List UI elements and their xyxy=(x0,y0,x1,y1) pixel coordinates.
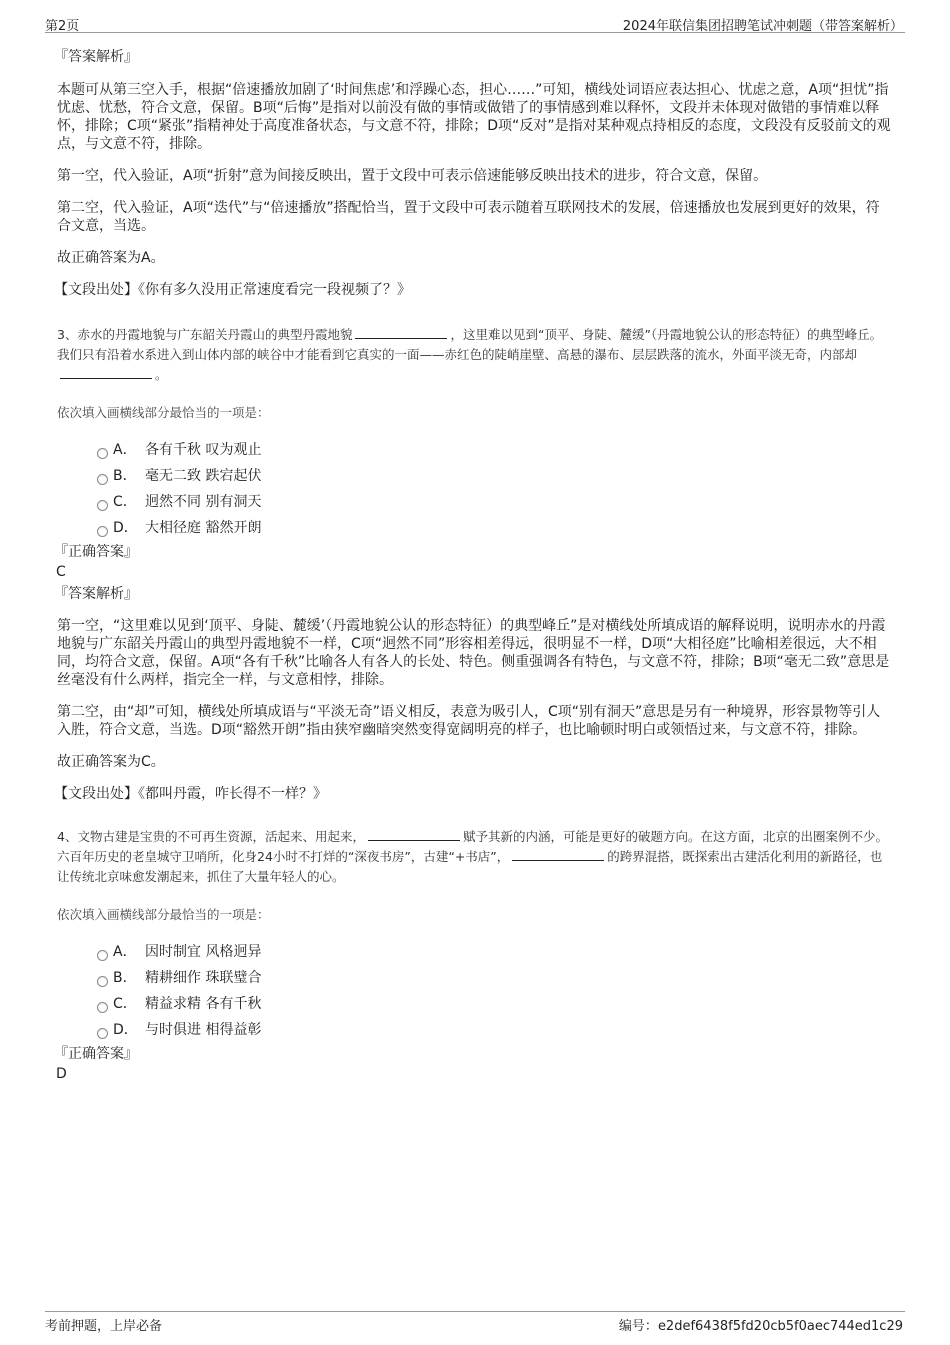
source-title: 《你有多久没用正常速度看完一段视频了？》 xyxy=(138,282,411,298)
analysis-paragraph: 第二空，代入验证，A项“迭代”与“倍速播放”搭配恰当，置于文段中可表示随着互联网技术的发展，倍速播放也发展到更好的效果，符合文意，当选。 xyxy=(57,200,880,234)
fill-blank xyxy=(355,326,447,339)
radio-button[interactable] xyxy=(97,448,108,459)
option-c[interactable]: C． 迥然不同 别有洞天 xyxy=(57,491,893,517)
radio-button[interactable] xyxy=(97,1028,108,1039)
analysis-paragraph: 第一空，代入验证，A项“折射”意为间接反映出，置于文段中可表示倍速能够反映出技术的进步，符合文意，保留。 xyxy=(57,168,768,184)
analysis-label: 『答案解析』 xyxy=(54,49,138,65)
radio-button[interactable] xyxy=(97,474,108,485)
page-content xyxy=(54,46,893,1083)
analysis-paragraph: 本题可从第三空入手，根据“倍速播放加剧了‘时间焦虑’和浮躁心态，担心……”可知，横线处词语应表达担心、忧虑之意，A项“担忧”指忧虑、忧愁，符合文意，保留。B项“后悔”是指对以前没有做的事情或做错了的事情感到难以释怀，文段并未体现对做错的事情难以释怀，排除；C项“紧张”指精神处于高度准备状态，与文意不符，排除；D项“反对”是指对某种观点持相反的态度，文段没有反驳前文的观点，与文意不符，排除。 xyxy=(57,82,891,152)
question-instruction: 依次填入画横线部分最恰当的一项是： xyxy=(57,907,270,922)
fill-blank xyxy=(368,828,460,841)
source-title: 《都叫丹霞，咋长得不一样？》 xyxy=(138,786,327,802)
option-b[interactable]: B． 毫无二致 跌宕起伏 xyxy=(57,465,893,491)
fill-blank xyxy=(60,366,152,379)
option-a[interactable]: A． 因时制宜 风格迥异 xyxy=(57,941,893,967)
correct-answer: C xyxy=(56,564,66,580)
question-stem: 3、赤水的丹霞地貌与广东韶关丹霞山的典型丹霞地貌 ，这里难以见到“顶平、身陡、麓缓”（丹霞地貌公认的形态特征）的典型峰丘。我们只有沿着水系进入到山体内部的峡谷中才能看到它真实的一面——赤红色的陡峭崖壁、高悬的瀑布、层层跌落的流水，外面平淡无奇，内部却。 xyxy=(57,327,883,382)
radio-button[interactable] xyxy=(97,1002,108,1013)
analysis-paragraph: 第二空，由“却”可知，横线处所填成语与“平淡无奇”语义相反，表意为吸引人，C项“别有洞天”意思是另有一种境界，形容景物等引人入胜，符合文意，当选。D项“豁然开朗”指由狭窄幽暗突然变得宽阔明亮的样子，也比喻顿时明白或领悟过来，与文意不符，排除。 xyxy=(57,704,881,738)
page-header xyxy=(45,12,905,33)
answer-statement: 故正确答案为C。 xyxy=(57,754,165,770)
radio-button[interactable] xyxy=(97,500,108,511)
radio-button[interactable] xyxy=(97,976,108,987)
source-label: 【文段出处】 xyxy=(54,786,138,802)
document-code: 编号：e2def6438f5fd20cb5f0aec744ed1c29 xyxy=(618,1319,903,1334)
source-label: 【文段出处】 xyxy=(54,282,138,298)
document-title: 2024年联信集团招聘笔试冲刺题（带答案解析） xyxy=(622,19,903,34)
radio-button[interactable] xyxy=(97,950,108,961)
correct-answer-label: 『正确答案』 xyxy=(54,1046,138,1062)
correct-answer: D xyxy=(56,1066,67,1082)
option-d[interactable]: D． 大相径庭 豁然开朗 xyxy=(57,517,893,543)
option-c[interactable]: C． 精益求精 各有千秋 xyxy=(57,993,893,1019)
option-a[interactable]: A． 各有千秋 叹为观止 xyxy=(57,439,893,465)
footer-slogan: 考前押题，上岸必备 xyxy=(45,1319,163,1334)
question-stem: 4、文物古建是宝贵的不可再生资源，活起来、用起来， 赋予其新的内涵，可能是更好的破题方向。在这方面，北京的出圈案例不少。六百年历史的老皇城守卫哨所，化身24小时不打烊的“深夜书房”，古建“+书店”， 的跨界混搭，既探索出古建活化利用的新路径，也让传统北京味愈发潮起来，抓住了大量年轻人的心。 xyxy=(57,829,888,884)
analysis-label: 『答案解析』 xyxy=(54,586,138,602)
option-list xyxy=(57,941,893,1045)
option-list xyxy=(57,439,893,543)
radio-button[interactable] xyxy=(97,526,108,537)
page-footer xyxy=(45,1311,905,1334)
source-citation xyxy=(54,785,893,803)
option-d[interactable]: D． 与时俱进 相得益彰 xyxy=(57,1019,893,1045)
answer-statement: 故正确答案为A。 xyxy=(57,250,165,266)
page-number: 第2页 xyxy=(45,19,80,34)
question-number: 3、 xyxy=(57,327,78,342)
question-number: 4、 xyxy=(57,829,78,844)
source-citation xyxy=(54,281,893,299)
correct-answer-label: 『正确答案』 xyxy=(54,544,138,560)
analysis-paragraph: 第一空，“这里难以见到‘顶平、身陡、麓缓’（丹霞地貌公认的形态特征）的典型峰丘”是对横线处所填成语的解释说明，说明赤水的丹霞地貌与广东韶关丹霞山的典型丹霞地貌不一样，C项“迥然不同”形容相差得远，很明显不一样，D项“大相径庭”比喻相差很远，大不相同，均符合文意，保留。A项“各有千秋”比喻各人有各人的长处、特色。侧重强调各有特色，与文意不符，排除；B项“毫无二致”意思是丝毫没有什么两样，指完全一样，与文意相悖，排除。 xyxy=(57,618,890,688)
question-instruction: 依次填入画横线部分最恰当的一项是： xyxy=(57,405,270,420)
fill-blank xyxy=(512,848,604,861)
option-b[interactable]: B． 精耕细作 珠联璧合 xyxy=(57,967,893,993)
